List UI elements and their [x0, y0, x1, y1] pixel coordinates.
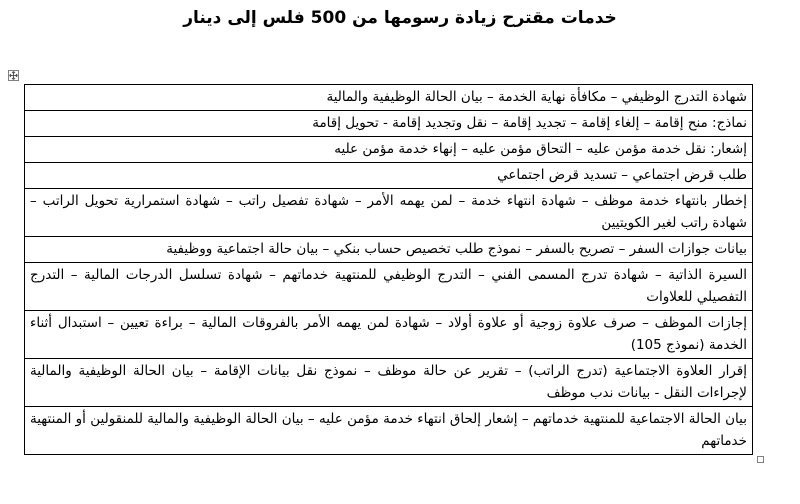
table-row [25, 137, 753, 163]
move-arrows-icon [9, 71, 18, 80]
table-row [25, 407, 753, 455]
table-row [25, 189, 753, 237]
document-title: خدمات مقترح زيادة رسومها من 500 فلس إلى دينار [183, 8, 617, 28]
table-cell[interactable]: طلب قرض اجتماعي – تسديد قرض اجتماعي [25, 163, 753, 189]
table-cell[interactable]: بيانات جوازات السفر – تصريح بالسفر – نموذج طلب تخصيص حساب بنكي – بيان حالة اجتماعية ووظيفية [25, 237, 753, 263]
table-row [25, 311, 753, 359]
table-cell[interactable]: إقرار العلاوة الاجتماعية (تدرج الراتب) – تقرير عن حالة موظف – نموذج نقل بيانات الإقامة – بيان الحالة الوظيفية والمالية لإجراءات النقل - بيانات ندب موظف [25, 359, 753, 407]
table-cell[interactable]: نماذج: منح إقامة – إلغاء إقامة – تجديد إقامة – نقل وتجديد إقامة - تحويل إقامة [25, 111, 753, 137]
table-move-handle-icon[interactable] [8, 70, 19, 81]
table-resize-handle[interactable] [757, 456, 764, 463]
table-row [25, 237, 753, 263]
table-row [25, 359, 753, 407]
table-row [25, 111, 753, 137]
table-row [25, 163, 753, 189]
table-row [25, 85, 753, 111]
table-cell[interactable]: السيرة الذاتية – شهادة تدرج المسمى الفني – التدرج الوظيفي للمنتهية خدماتهم – شهادة تسلسل الدرجات المالية – التدرج التفصيلي للعلاوات [25, 263, 753, 311]
table-cell[interactable]: إجازات الموظف – صرف علاوة زوجية أو علاوة أولاد – شهادة لمن يهمه الأمر بالفروقات المالية – براءة تعيين – استبدال أثناء الخدمة (نموذج 105) [25, 311, 753, 359]
table-cell[interactable]: شهادة التدرج الوظيفي – مكافأة نهاية الخدمة – بيان الحالة الوظيفية والمالية [25, 85, 753, 111]
table-cell[interactable]: إشعار: نقل خدمة مؤمن عليه – التحاق مؤمن عليه – إنهاء خدمة مؤمن عليه [25, 137, 753, 163]
table-cell[interactable]: بيان الحالة الاجتماعية للمنتهية خدماتهم – إشعار إلحاق انتهاء خدمة مؤمن عليه – بيان الحالة الوظيفية والمالية للمنقولين أو المنتهية خدماتهم [25, 407, 753, 455]
table-row [25, 263, 753, 311]
table-cell[interactable]: إخطار بانتهاء خدمة موظف – شهادة انتهاء خدمة – لمن يهمه الأمر – شهادة تفصيل راتب – شهادة استمرارية تحويل الراتب – شهادة راتب لغير الكويتيين [25, 189, 753, 237]
services-table [24, 84, 753, 455]
